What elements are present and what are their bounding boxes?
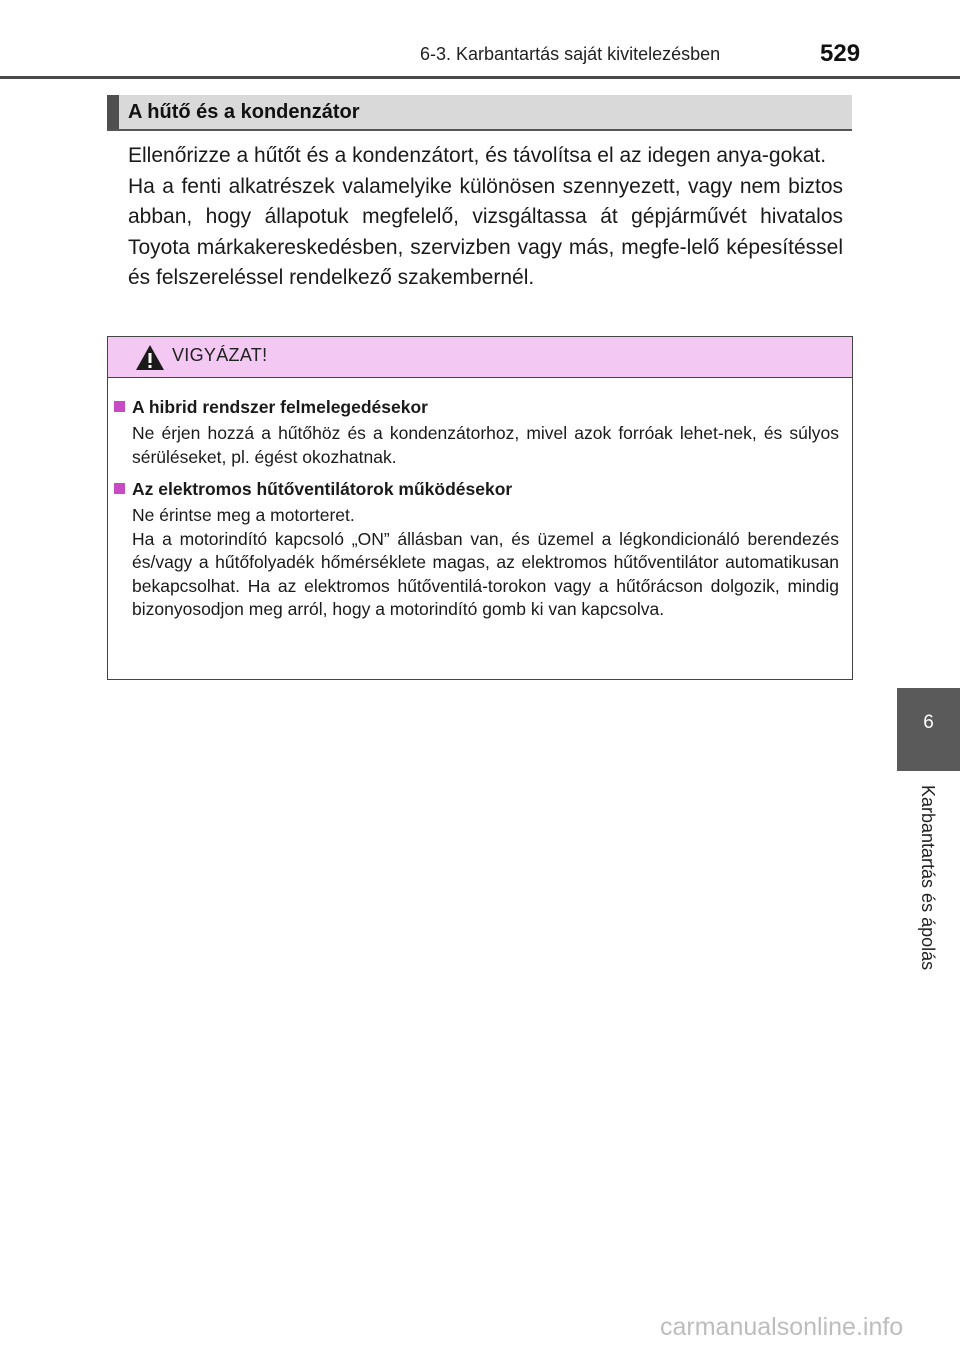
warning-triangle-icon [135,344,165,371]
warning-item-title-row [132,477,839,501]
warning-item-text [132,504,839,622]
page-header [0,0,960,80]
body-paragraph: Ha a fenti alkatrészek valamelyike különösen szennyezett, vagy nem biztos abban, hogy állapotuk megfelelő, vizsgáltassa át gépjárművét hivatalos Toyota márkakereskedésben, szervizben vagy más, megfe-lelő képesítéssel és felszereléssel rendelkező szakembernél. [128,174,843,289]
chapter-tab [897,688,960,771]
warning-title: VIGYÁZAT! [172,345,268,365]
chapter-label: Karbantartás és ápolás [918,785,938,971]
warning-header [108,337,852,378]
warning-item-line: Ha a motorindító kapcsoló „ON” állásban van, és üzemel a légkondicionáló berendezés és/vagy a hűtőfolyadék hőmérséklete magas, az elektromos hűtőventilátor automatikusan bekapcsolhat. Ha az elektromos hűtőventilá-torokon vagy a hűtőrácson dolgozik, mindig bizonyosodjon meg arról, hogy a motorindító gomb ki van kapcsolva. [132,528,839,619]
section-body [128,141,843,294]
chapter-number: 6 [923,712,934,733]
body-paragraph: Ellenőrizze a hűtőt és a kondenzátort, és távolítsa el az idegen anya-gokat. [128,144,827,167]
bullet-square-icon [114,401,125,412]
header-section-title: 6-3. Karbantartás saját kivitelezésben [420,44,721,64]
warning-item-title: A hibrid rendszer felmelegedésekor [132,397,428,417]
bullet-square-icon [114,483,125,494]
section-heading-bar [107,95,119,129]
watermark: carmanualsonline.info [660,1313,904,1341]
section-heading [107,95,852,131]
warning-item-line: Ne érintse meg a motorteret. [132,505,355,525]
warning-item-line: Ne érjen hozzá a hűtőhöz és a kondenzátorhoz, mivel azok forróak lehet-nek, és súlyos sérüléseket, pl. égést okozhatnak. [132,423,839,467]
warning-item [108,395,852,469]
page-number: 529 [820,40,861,67]
header-rule [0,76,960,79]
warning-item-text [132,422,839,469]
warning-box [107,336,853,680]
warning-content [108,378,852,622]
warning-item [108,477,852,622]
section-title: A hűtő és a kondenzátor [128,101,360,123]
warning-item-title-row [132,395,839,419]
warning-item-title: Az elektromos hűtőventilátorok működésekor [132,479,513,499]
